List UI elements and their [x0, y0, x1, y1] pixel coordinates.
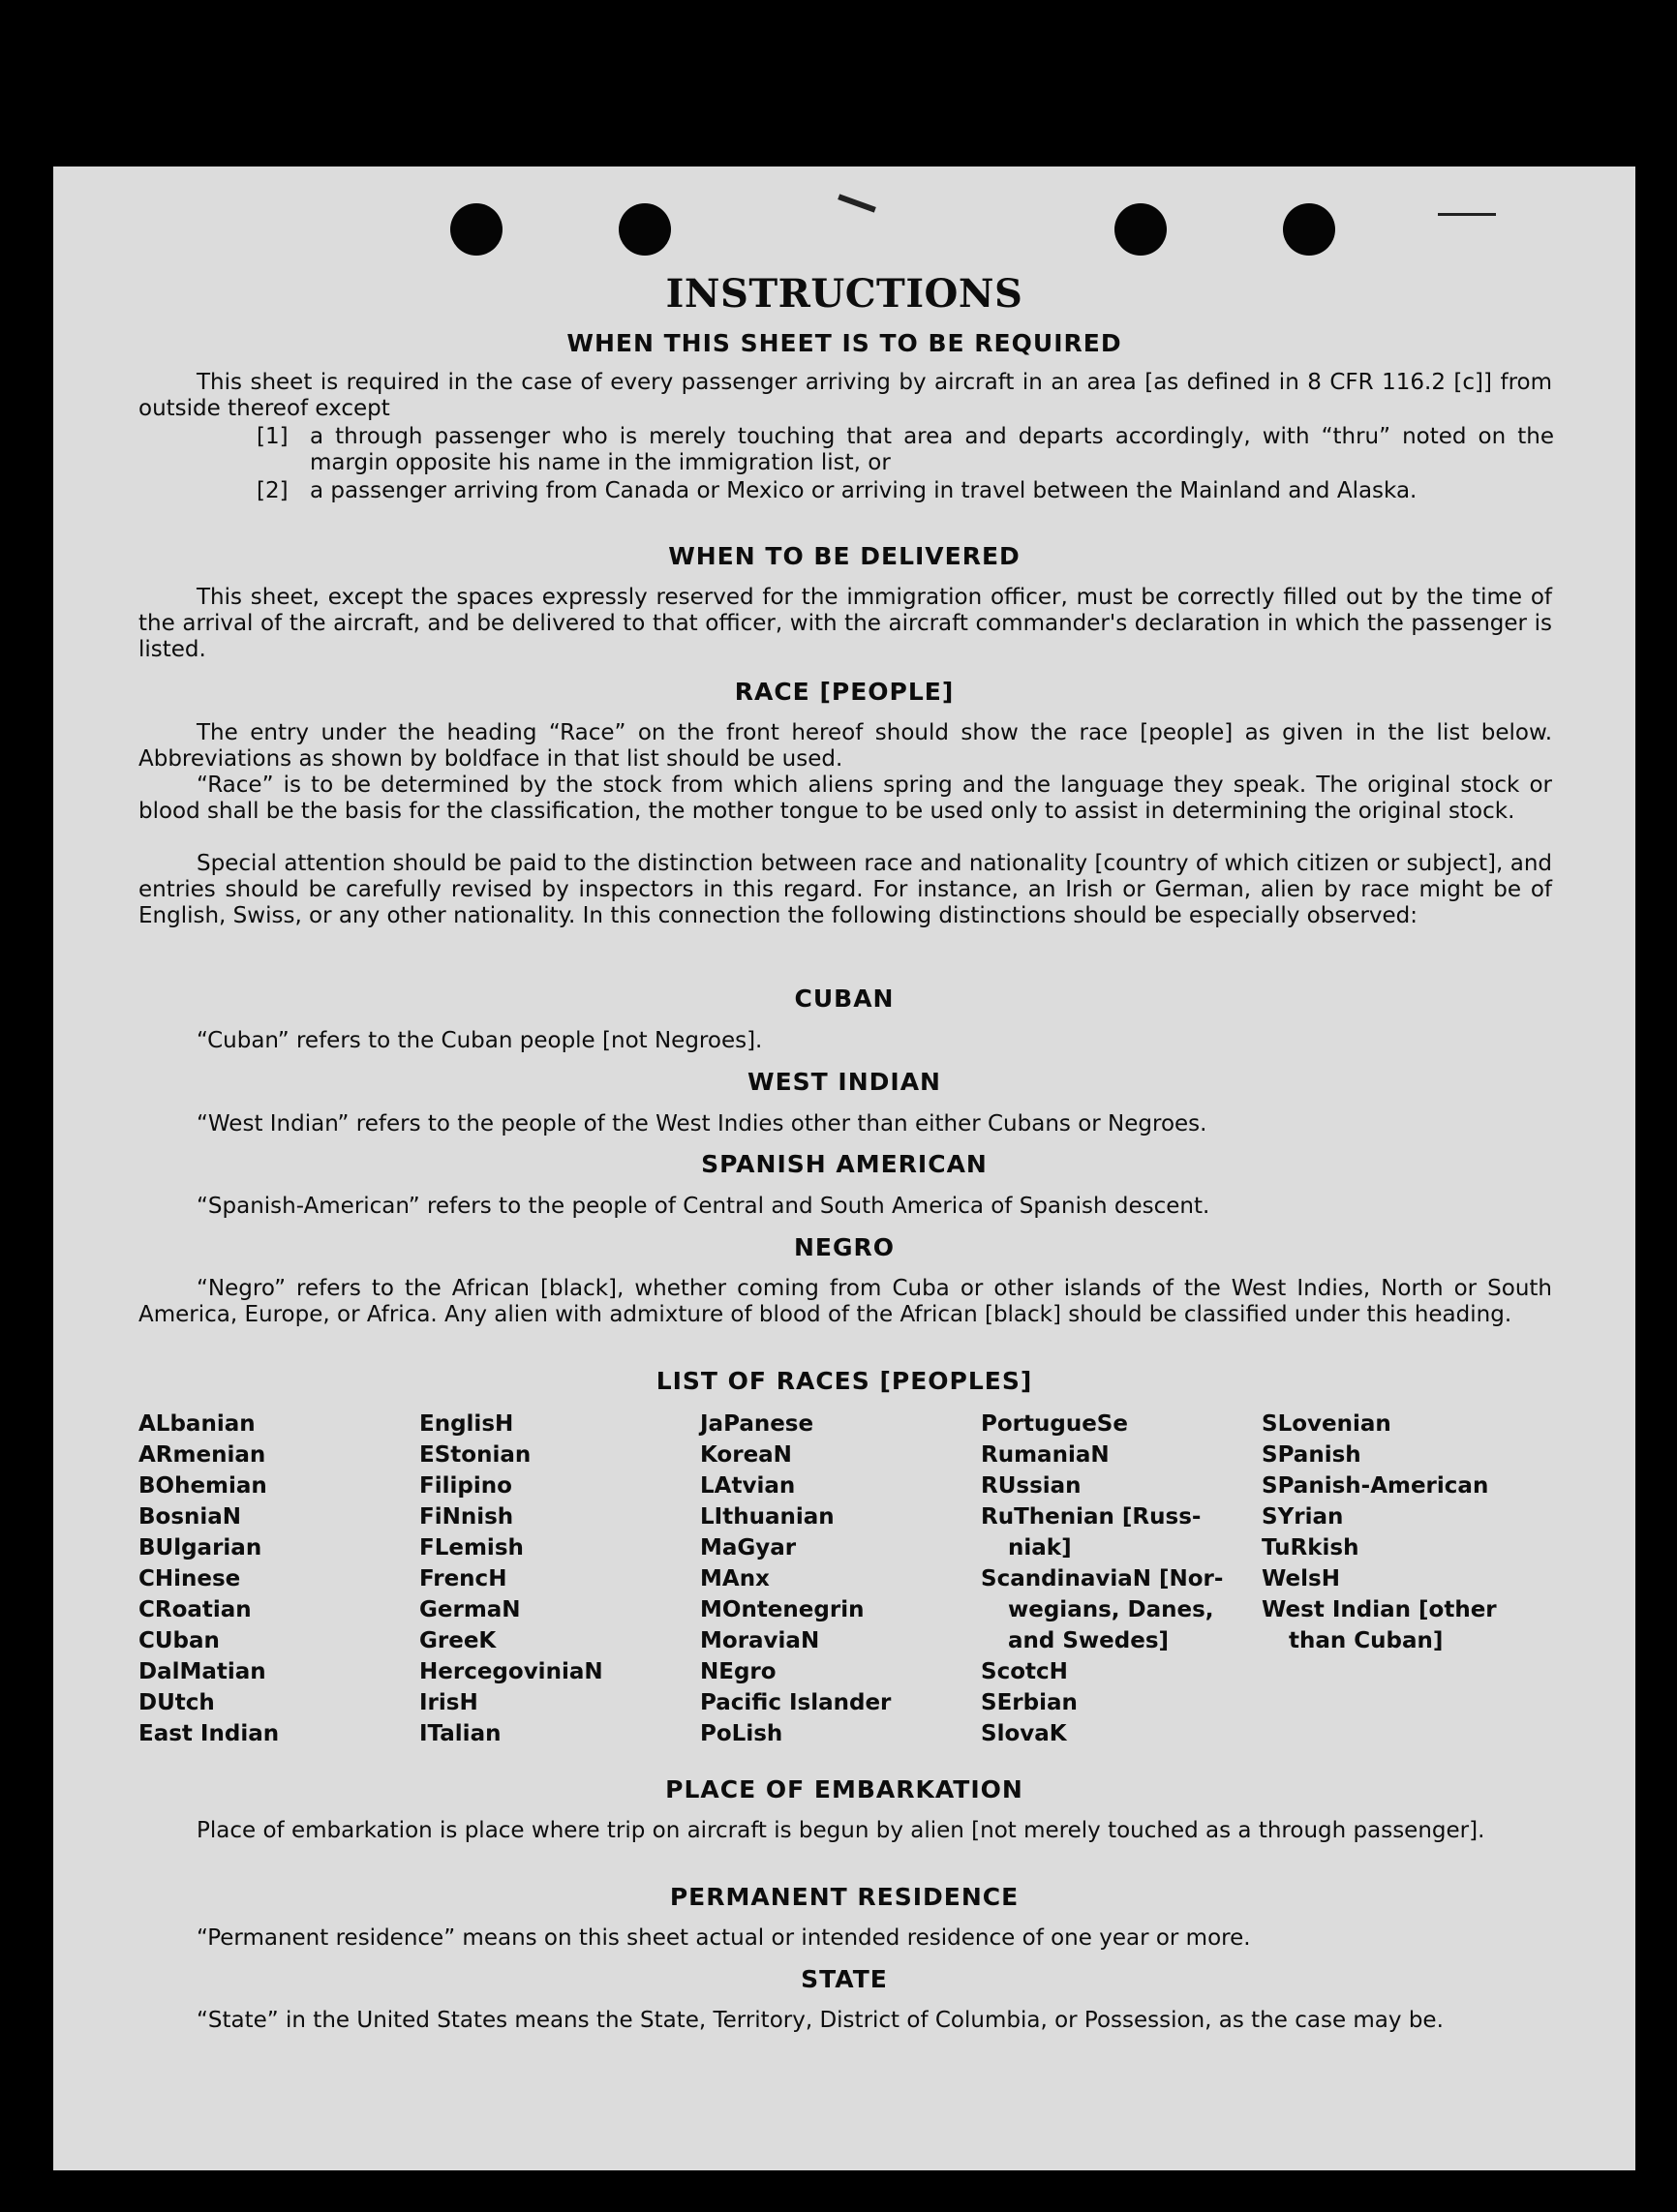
heading-cuban: CUBAN	[794, 985, 895, 1013]
race-entry: ScotcH	[981, 1659, 1068, 1684]
race-entry: LIthuanian	[700, 1504, 835, 1530]
race-entry: Filipino	[419, 1473, 512, 1499]
heading-west-indian: WEST INDIAN	[747, 1068, 941, 1096]
punch-hole	[1114, 203, 1167, 256]
punch-hole	[450, 203, 503, 256]
state-text: “State” in the United States means the State, Territory, District of Columbia, or Possession, as the case may be.	[197, 2008, 1444, 2033]
race-entry: MaGyar	[700, 1535, 797, 1561]
race-column-2	[419, 1409, 690, 1749]
race-entry: JaPanese	[700, 1411, 814, 1437]
race-entry: wegians, Danes,	[1008, 1597, 1214, 1622]
exception-number: [2]	[257, 478, 289, 503]
race-entry: FiNnish	[419, 1504, 514, 1530]
race-column-4	[981, 1409, 1252, 1749]
race-entry: NEgro	[700, 1659, 777, 1684]
race-entry: CUban	[138, 1628, 220, 1653]
heading-place-of-embarkation: PLACE OF EMBARKATION	[665, 1775, 1023, 1803]
race-entry: SYrian	[1262, 1504, 1344, 1530]
heading-when-delivered: WHEN TO BE DELIVERED	[668, 542, 1021, 570]
race-entry: TuRkish	[1262, 1535, 1359, 1561]
race-entry: GreeK	[419, 1628, 497, 1653]
race-entry: SPanish-American	[1262, 1473, 1489, 1499]
race-entry: niak]	[1008, 1535, 1072, 1561]
race-entry: RumaniaN	[981, 1442, 1110, 1468]
race-entry: ARmenian	[138, 1442, 266, 1468]
race-paragraph-2: “Race” is to be determined by the stock from which aliens spring and the language they speak. The original stock or blood shall be the basis for the classification, the mother tongue to be used only to assist in determining the original stock.	[138, 773, 1552, 824]
exception-item-2	[257, 478, 1554, 504]
race-column-1	[138, 1409, 410, 1749]
punch-hole	[619, 203, 671, 256]
heading-race: RACE [PEOPLE]	[734, 678, 955, 706]
race-entry: IrisH	[419, 1690, 478, 1715]
race-entry: BOhemian	[138, 1473, 267, 1499]
exception-item-1	[257, 424, 1554, 476]
residence-text: “Permanent residence” means on this sheet actual or intended residence of one year or more.	[197, 1925, 1251, 1951]
scan-speck	[1438, 213, 1496, 216]
exception-text: a passenger arriving from Canada or Mexico or arriving in travel between the Mainland and Alaska.	[310, 478, 1418, 503]
cuban-text: “Cuban” refers to the Cuban people [not Negroes].	[197, 1028, 763, 1053]
race-entry: FLemish	[419, 1535, 524, 1561]
race-column-3	[700, 1409, 971, 1749]
heading-state: STATE	[801, 1965, 888, 1993]
page-title: INSTRUCTIONS	[665, 271, 1023, 317]
race-entry: RuThenian [Russ-	[981, 1504, 1202, 1530]
race-paragraph-1: The entry under the heading “Race” on the front hereof should show the race [people] as given in the list below. Abbreviations as shown by boldface in that list should be used.	[138, 720, 1552, 772]
race-entry: LAtvian	[700, 1473, 796, 1499]
race-entry: DalMatian	[138, 1659, 266, 1684]
race-entry: than Cuban]	[1289, 1628, 1444, 1653]
heading-spanish-american: SPANISH AMERICAN	[701, 1150, 988, 1178]
race-entry: HercegoviniaN	[419, 1659, 603, 1684]
race-entry: SlovaK	[981, 1721, 1067, 1746]
race-entry: SPanish	[1262, 1442, 1361, 1468]
race-entry: BosniaN	[138, 1504, 242, 1530]
embarkation-text: Place of embarkation is place where trip on aircraft is begun by alien [not merely touched as a through passenger].	[197, 1818, 1485, 1843]
exception-number: [1]	[257, 424, 289, 449]
race-entry: RUssian	[981, 1473, 1082, 1499]
race-entry: ITalian	[419, 1721, 502, 1746]
race-entry: CHinese	[138, 1566, 241, 1591]
race-column-5	[1262, 1409, 1533, 1656]
race-entry: WelsH	[1262, 1566, 1340, 1591]
race-entry: FrencH	[419, 1566, 507, 1591]
race-entry: MoraviaN	[700, 1628, 820, 1653]
race-entry: ScandinaviaN [Nor-	[981, 1566, 1224, 1591]
west-indian-text: “West Indian” refers to the people of the West Indies other than either Cubans or Negroes.	[197, 1111, 1207, 1136]
spanish-american-text: “Spanish-American” refers to the people of Central and South America of Spanish descent.	[197, 1194, 1210, 1219]
race-paragraph-3: Special attention should be paid to the distinction between race and nationality [country of which citizen or subject], and entries should be carefully revised by inspectors in this regard. For instance, an Irish or German, alien by race might be of English, Swiss, or any other nationality. In this connection the following distinctions should be especially observed:	[138, 851, 1552, 928]
race-entry: SLovenian	[1262, 1411, 1391, 1437]
race-entry: East Indian	[138, 1721, 280, 1746]
race-entry: and Swedes]	[1008, 1628, 1170, 1653]
race-entry: DUtch	[138, 1690, 215, 1715]
race-entry: KoreaN	[700, 1442, 792, 1468]
race-entry: MAnx	[700, 1566, 770, 1591]
race-entry: PortugueSe	[981, 1411, 1128, 1437]
required-intro: This sheet is required in the case of every passenger arriving by aircraft in an area [as defined in 8 CFR 116.2 [c]] from outside thereof except	[138, 370, 1552, 421]
race-entry: SErbian	[981, 1690, 1078, 1715]
race-entry: PoLish	[700, 1721, 783, 1746]
instruction-sheet	[53, 167, 1635, 2170]
delivered-text: This sheet, except the spaces expressly reserved for the immigration officer, must be correctly filled out by the time of the arrival of the aircraft, and be delivered to that officer, with the aircraft commander's declaration in which the passenger is listed.	[138, 585, 1552, 662]
race-entry: Pacific Islander	[700, 1690, 892, 1715]
heading-negro: NEGRO	[793, 1233, 896, 1261]
race-entry: ALbanian	[138, 1411, 256, 1437]
heading-list-of-races: LIST OF RACES [PEOPLES]	[656, 1367, 1033, 1395]
heading-permanent-residence: PERMANENT RESIDENCE	[669, 1883, 1020, 1911]
heading-when-required: WHEN THIS SHEET IS TO BE REQUIRED	[566, 329, 1122, 357]
punch-hole	[1283, 203, 1335, 256]
race-entry: EnglisH	[419, 1411, 514, 1437]
race-entry: MOntenegrin	[700, 1597, 865, 1622]
exception-text: a through passenger who is merely touching that area and departs accordingly, with “thru” noted on the margin opposite his name in the immigration list, or	[310, 424, 1554, 475]
race-entry: West Indian [other	[1262, 1597, 1497, 1622]
race-entry: CRoatian	[138, 1597, 252, 1622]
negro-text: “Negro” refers to the African [black], whether coming from Cuba or other islands of the West Indies, North or South America, Europe, or Africa. Any alien with admixture of blood of the African [black] should be classified under this heading.	[138, 1276, 1552, 1327]
race-entry: GermaN	[419, 1597, 521, 1622]
race-entry: BUlgarian	[138, 1535, 262, 1561]
scan-speck	[838, 194, 876, 212]
race-entry: EStonian	[419, 1442, 532, 1468]
